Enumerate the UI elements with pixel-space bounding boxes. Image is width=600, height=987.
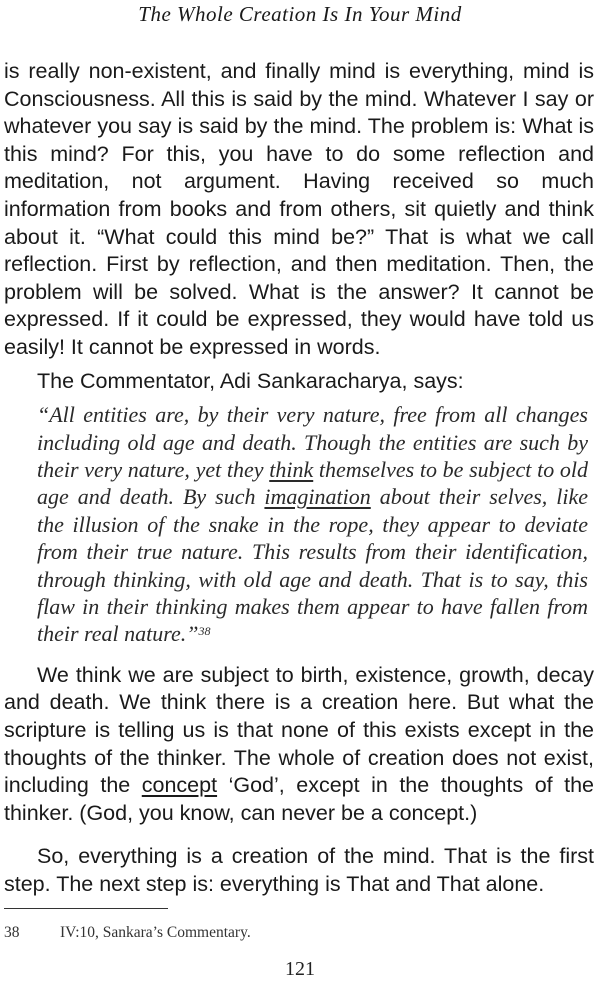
quote-underlined-imagination: imagination xyxy=(264,484,371,510)
quote-text-2: themselves to be subject to old age and death. By such xyxy=(37,456,589,510)
paragraph-3-text-2: ‘God’, except in the thoughts of the thinker. (God, you know, can never be a concept.) xyxy=(4,773,595,825)
footnote-reference: 38 xyxy=(198,624,211,639)
running-head: The Whole Creation Is In Your Mind xyxy=(138,2,462,26)
paragraph-commentator-intro: The Commentator, Adi Sankaracharya, says: xyxy=(37,368,464,393)
quote-close-mark: ” xyxy=(186,621,199,647)
footnote-text: IV:10, Sankara’s Commentary. xyxy=(60,924,251,941)
quote-text-3: about their selves, like the illusion of the snake in the rope, they appear to deviate from their true nature. This results from their identification, through thinking, with old age and death. That is to say, this flaw in their thinking makes them appear to have fallen from their real nature. xyxy=(37,484,589,647)
paragraph-4: So, everything is a creation of the mind. That is the first step. The next step is: everything is That and That alone. xyxy=(4,844,594,896)
footnote xyxy=(4,924,251,942)
paragraph-3 xyxy=(4,662,594,828)
quote-text-1: “All entities are, by their very nature, free from all changes including old age and death. Though the entities are such by their very nature, yet they xyxy=(37,402,588,482)
quote-underlined-think: think xyxy=(269,456,314,482)
paragraph-1: is really non-existent, and finally mind is everything, mind is Consciousness. All this is said by the mind. Whatever I say or whatever you say is said by the mind. The problem is: What is this mind? For this, you have to do some reflection and meditation, not argument. Having received so much information from books and from others, sit quietly and think about it. “What could this mind be?” That is what we call reflection. First by reflection, and then meditation. Then, the problem will be solved. What is the answer? It cannot be expressed. If it could be expressed, they would have told us easily! It cannot be expressed in words. xyxy=(4,59,594,359)
paragraph-3-text-1: We think we are subject to birth, existence, growth, decay and death. We think there is a creation here. But what the scripture is telling us is that none of this exists except in the thoughts of the thinker. The whole of creation does not exist, including the xyxy=(4,662,594,798)
footnote-number: 38 xyxy=(4,924,20,941)
page-number: 121 xyxy=(285,958,315,980)
underlined-concept: concept xyxy=(141,773,218,798)
body-text xyxy=(4,58,594,899)
block-quote xyxy=(4,401,594,648)
footnote-rule xyxy=(4,908,168,909)
